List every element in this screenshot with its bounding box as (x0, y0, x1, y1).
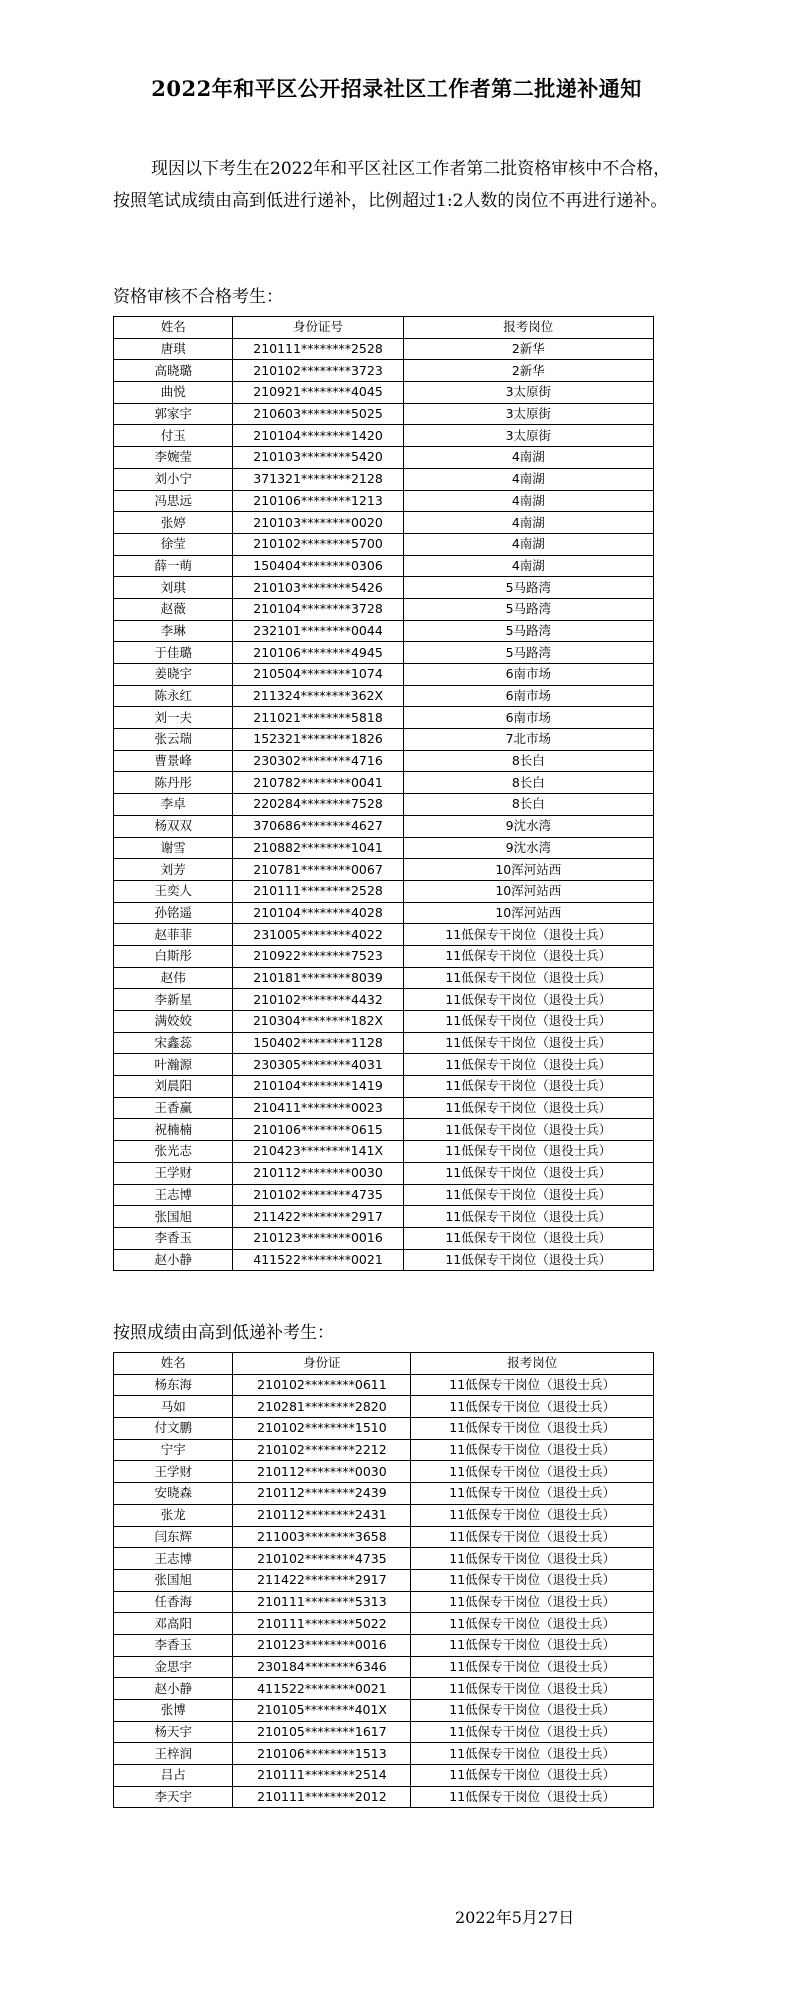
cell-id-number: 210103********0020 (233, 512, 403, 534)
cell-id-number: 210304********182X (233, 1011, 403, 1033)
cell-name: 付文鹏 (114, 1418, 233, 1440)
cell-name: 刘琪 (114, 577, 233, 599)
table-row (114, 1526, 654, 1548)
cell-name: 李天宇 (114, 1786, 233, 1808)
cell-id-number: 150404********0306 (233, 555, 403, 577)
table-row (114, 533, 654, 555)
cell-id-number: 411522********0021 (233, 1249, 403, 1271)
table-row (114, 598, 654, 620)
cell-position: 11低保专干岗位（退役士兵） (411, 1418, 654, 1440)
cell-position: 11低保专干岗位（退役士兵） (403, 1032, 653, 1054)
cell-name: 王学财 (114, 1162, 233, 1184)
cell-name: 赵菲菲 (114, 924, 233, 946)
cell-position: 11低保专干岗位（退役士兵） (411, 1374, 654, 1396)
cell-name: 白斯彤 (114, 945, 233, 967)
cell-id-number: 210281********2820 (233, 1396, 411, 1418)
cell-name: 满姣姣 (114, 1011, 233, 1033)
cell-position: 10浑河站西 (403, 859, 653, 881)
table-header-row (114, 1353, 654, 1375)
table-row (114, 794, 654, 816)
cell-id-number: 210112********2431 (233, 1504, 411, 1526)
cell-id-number: 210105********401X (233, 1700, 411, 1722)
cell-position: 8长白 (403, 772, 653, 794)
cell-position: 8长白 (403, 750, 653, 772)
cell-name: 张龙 (114, 1504, 233, 1526)
table-row (114, 1249, 654, 1271)
table-row (114, 1786, 654, 1808)
cell-id-number: 210106********4945 (233, 642, 403, 664)
table-row (114, 1227, 654, 1249)
cell-position: 11低保专干岗位（退役士兵） (411, 1634, 654, 1656)
table-row (114, 1439, 654, 1461)
cell-position: 11低保专干岗位（退役士兵） (411, 1656, 654, 1678)
cell-position: 5马路湾 (403, 577, 653, 599)
cell-name: 薛一萌 (114, 555, 233, 577)
cell-name: 杨天宇 (114, 1721, 233, 1743)
cell-position: 10浑河站西 (403, 880, 653, 902)
cell-name: 李香玉 (114, 1634, 233, 1656)
cell-id-number: 210104********4028 (233, 902, 403, 924)
table-row (114, 555, 654, 577)
cell-id-number: 210111********2528 (233, 880, 403, 902)
table-row (114, 1461, 654, 1483)
section1-label: 资格审核不合格考生： (113, 287, 283, 307)
cell-name: 刘小宁 (114, 468, 233, 490)
cell-name: 叶瀚源 (114, 1054, 233, 1076)
cell-name: 张光志 (114, 1141, 233, 1163)
cell-position: 5马路湾 (403, 642, 653, 664)
cell-position: 6南市场 (403, 685, 653, 707)
cell-position: 2新华 (403, 338, 653, 360)
table-row (114, 1374, 654, 1396)
cell-position: 6南市场 (403, 707, 653, 729)
table-row (114, 1569, 654, 1591)
table-row (114, 1162, 654, 1184)
cell-name: 宁宇 (114, 1439, 233, 1461)
cell-position: 9沈水湾 (403, 837, 653, 859)
cell-position: 11低保专干岗位（退役士兵） (411, 1569, 654, 1591)
cell-id-number: 210111********2528 (233, 338, 403, 360)
cell-name: 王梓润 (114, 1743, 233, 1765)
table-row (114, 1032, 654, 1054)
cell-position: 6南市场 (403, 664, 653, 686)
cell-position: 11低保专干岗位（退役士兵） (411, 1396, 654, 1418)
cell-name: 李婉莹 (114, 447, 233, 469)
cell-id-number: 210111********2012 (233, 1786, 411, 1808)
cell-id-number: 211422********2917 (233, 1569, 411, 1591)
cell-name: 陈永红 (114, 685, 233, 707)
cell-name: 曹景峰 (114, 750, 233, 772)
cell-position: 11低保专干岗位（退役士兵） (403, 1184, 653, 1206)
cell-name: 唐琪 (114, 338, 233, 360)
cell-id-number: 152321********1826 (233, 729, 403, 751)
cell-name: 李卓 (114, 794, 233, 816)
cell-id-number: 210111********5313 (233, 1591, 411, 1613)
table-row (114, 1141, 654, 1163)
replacement-candidates-table (113, 1352, 654, 1808)
cell-id-number: 210102********0611 (233, 1374, 411, 1396)
cell-id-number: 210102********4735 (233, 1548, 411, 1570)
table-row (114, 1743, 654, 1765)
table-row (114, 1765, 654, 1787)
table-row (114, 382, 654, 404)
table-row (114, 1396, 654, 1418)
header-name: 姓名 (114, 1353, 233, 1375)
cell-id-number: 210102********1510 (233, 1418, 411, 1440)
table-row (114, 360, 654, 382)
cell-position: 11低保专干岗位（退役士兵） (411, 1786, 654, 1808)
cell-position: 3太原街 (403, 403, 653, 425)
table-row (114, 1076, 654, 1098)
cell-id-number: 210922********7523 (233, 945, 403, 967)
cell-position: 11低保专干岗位（退役士兵） (411, 1613, 654, 1635)
cell-position: 9沈水湾 (403, 815, 653, 837)
cell-position: 4南湖 (403, 533, 653, 555)
table-row (114, 837, 654, 859)
cell-name: 张国旭 (114, 1569, 233, 1591)
cell-name: 王奕人 (114, 880, 233, 902)
cell-name: 金思宇 (114, 1656, 233, 1678)
table-row (114, 425, 654, 447)
cell-position: 11低保专干岗位（退役士兵） (403, 1141, 653, 1163)
cell-name: 张云瑞 (114, 729, 233, 751)
table-row (114, 1184, 654, 1206)
cell-id-number: 210105********1617 (233, 1721, 411, 1743)
table-row (114, 664, 654, 686)
cell-id-number: 211003********3658 (233, 1526, 411, 1548)
table-header-row (114, 317, 654, 339)
table-row (114, 1011, 654, 1033)
table-row (114, 1206, 654, 1228)
cell-id-number: 411522********0021 (233, 1678, 411, 1700)
cell-name: 闫东辉 (114, 1526, 233, 1548)
cell-name: 李新星 (114, 989, 233, 1011)
cell-position: 11低保专干岗位（退役士兵） (403, 989, 653, 1011)
cell-id-number: 230305********4031 (233, 1054, 403, 1076)
cell-name: 安晓森 (114, 1483, 233, 1505)
table-row (114, 1656, 654, 1678)
cell-position: 11低保专干岗位（退役士兵） (403, 1097, 653, 1119)
table-row (114, 403, 654, 425)
table-row (114, 620, 654, 642)
cell-id-number: 210106********0615 (233, 1119, 403, 1141)
cell-name: 赵小静 (114, 1678, 233, 1700)
cell-name: 谢雪 (114, 837, 233, 859)
cell-name: 赵伟 (114, 967, 233, 989)
cell-id-number: 370686********4627 (233, 815, 403, 837)
table-row (114, 967, 654, 989)
cell-position: 2新华 (403, 360, 653, 382)
cell-position: 4南湖 (403, 447, 653, 469)
section2-label: 按照成绩由高到低递补考生： (113, 1323, 334, 1343)
table-row (114, 1591, 654, 1613)
table-row (114, 1418, 654, 1440)
table-row (114, 642, 654, 664)
cell-id-number: 210104********3728 (233, 598, 403, 620)
table-row (114, 338, 654, 360)
cell-name: 张婷 (114, 512, 233, 534)
cell-id-number: 231005********4022 (233, 924, 403, 946)
cell-name: 刘芳 (114, 859, 233, 881)
cell-id-number: 210423********141X (233, 1141, 403, 1163)
table-row (114, 772, 654, 794)
cell-name: 姜晓宇 (114, 664, 233, 686)
cell-position: 3太原街 (403, 382, 653, 404)
cell-id-number: 210112********2439 (233, 1483, 411, 1505)
cell-id-number: 210111********5022 (233, 1613, 411, 1635)
cell-id-number: 371321********2128 (233, 468, 403, 490)
cell-name: 赵薇 (114, 598, 233, 620)
cell-position: 10浑河站西 (403, 902, 653, 924)
cell-id-number: 210123********0016 (233, 1227, 403, 1249)
table-row (114, 707, 654, 729)
cell-name: 刘一夫 (114, 707, 233, 729)
cell-id-number: 210103********5426 (233, 577, 403, 599)
table-row (114, 902, 654, 924)
cell-position: 11低保专干岗位（退役士兵） (403, 1119, 653, 1141)
table-row (114, 577, 654, 599)
cell-id-number: 230302********4716 (233, 750, 403, 772)
cell-position: 11低保专干岗位（退役士兵） (403, 1249, 653, 1271)
cell-id-number: 210102********3723 (233, 360, 403, 382)
cell-position: 11低保专干岗位（退役士兵） (411, 1743, 654, 1765)
cell-id-number: 210102********4432 (233, 989, 403, 1011)
cell-name: 冯思远 (114, 490, 233, 512)
cell-id-number: 230184********6346 (233, 1656, 411, 1678)
cell-position: 4南湖 (403, 555, 653, 577)
cell-position: 11低保专干岗位（退役士兵） (403, 1076, 653, 1098)
document-title: 2022年和平区公开招录社区工作者第二批递补通知 (151, 76, 642, 101)
cell-id-number: 210102********2212 (233, 1439, 411, 1461)
cell-position: 3太原街 (403, 425, 653, 447)
cell-name: 王志博 (114, 1548, 233, 1570)
cell-position: 4南湖 (403, 512, 653, 534)
table-row (114, 1054, 654, 1076)
cell-position: 11低保专干岗位（退役士兵） (403, 1206, 653, 1228)
cell-position: 11低保专干岗位（退役士兵） (411, 1548, 654, 1570)
cell-position: 11低保专干岗位（退役士兵） (403, 967, 653, 989)
cell-id-number: 210921********4045 (233, 382, 403, 404)
cell-id-number: 211324********362X (233, 685, 403, 707)
table-row (114, 880, 654, 902)
cell-position: 11低保专干岗位（退役士兵） (403, 1162, 653, 1184)
table-row (114, 1678, 654, 1700)
cell-position: 4南湖 (403, 468, 653, 490)
cell-position: 11低保专干岗位（退役士兵） (403, 1054, 653, 1076)
cell-name: 曲悦 (114, 382, 233, 404)
table-row (114, 1721, 654, 1743)
cell-id-number: 210782********0041 (233, 772, 403, 794)
header-position: 报考岗位 (411, 1353, 654, 1375)
header-id-number: 身份证 (233, 1353, 411, 1375)
table-row (114, 729, 654, 751)
cell-id-number: 232101********0044 (233, 620, 403, 642)
table-row (114, 1483, 654, 1505)
cell-position: 4南湖 (403, 490, 653, 512)
table-row (114, 859, 654, 881)
cell-position: 11低保专干岗位（退役士兵） (411, 1591, 654, 1613)
cell-name: 邓高阳 (114, 1613, 233, 1635)
cell-name: 张国旭 (114, 1206, 233, 1228)
footer-date: 2022年5月27日 (455, 1908, 575, 1927)
cell-id-number: 210102********4735 (233, 1184, 403, 1206)
table-row (114, 945, 654, 967)
cell-name: 赵小静 (114, 1249, 233, 1271)
header-id-number: 身份证号 (233, 317, 403, 339)
cell-position: 11低保专干岗位（退役士兵） (411, 1483, 654, 1505)
cell-position: 11低保专干岗位（退役士兵） (411, 1461, 654, 1483)
cell-position: 11低保专干岗位（退役士兵） (403, 1227, 653, 1249)
cell-position: 11低保专干岗位（退役士兵） (411, 1504, 654, 1526)
header-name: 姓名 (114, 317, 233, 339)
cell-id-number: 210106********1513 (233, 1743, 411, 1765)
table-row (114, 447, 654, 469)
cell-name: 马如 (114, 1396, 233, 1418)
table-row (114, 989, 654, 1011)
cell-id-number: 210112********0030 (233, 1461, 411, 1483)
cell-id-number: 210504********1074 (233, 664, 403, 686)
table-row (114, 815, 654, 837)
cell-name: 刘晨阳 (114, 1076, 233, 1098)
cell-name: 杨双双 (114, 815, 233, 837)
table-row (114, 685, 654, 707)
table-row (114, 924, 654, 946)
cell-id-number: 220284********7528 (233, 794, 403, 816)
cell-position: 11低保专干岗位（退役士兵） (403, 945, 653, 967)
cell-name: 任香海 (114, 1591, 233, 1613)
cell-position: 5马路湾 (403, 620, 653, 642)
cell-name: 王学财 (114, 1461, 233, 1483)
table-row (114, 750, 654, 772)
cell-position: 11低保专干岗位（退役士兵） (411, 1721, 654, 1743)
table-row (114, 1548, 654, 1570)
unqualified-candidates-table (113, 316, 654, 1271)
cell-id-number: 210882********1041 (233, 837, 403, 859)
cell-id-number: 210111********2514 (233, 1765, 411, 1787)
cell-id-number: 211021********5818 (233, 707, 403, 729)
cell-id-number: 210781********0067 (233, 859, 403, 881)
cell-id-number: 210112********0030 (233, 1162, 403, 1184)
table-row (114, 468, 654, 490)
cell-id-number: 210411********0023 (233, 1097, 403, 1119)
cell-name: 王志博 (114, 1184, 233, 1206)
table-row (114, 1504, 654, 1526)
cell-name: 李琳 (114, 620, 233, 642)
cell-position: 11低保专干岗位（退役士兵） (411, 1526, 654, 1548)
cell-id-number: 210104********1420 (233, 425, 403, 447)
cell-name: 祝楠楠 (114, 1119, 233, 1141)
cell-name: 王香赢 (114, 1097, 233, 1119)
table-row (114, 512, 654, 534)
cell-name: 付玉 (114, 425, 233, 447)
cell-id-number: 210123********0016 (233, 1634, 411, 1656)
cell-id-number: 211422********2917 (233, 1206, 403, 1228)
cell-position: 5马路湾 (403, 598, 653, 620)
cell-id-number: 210603********5025 (233, 403, 403, 425)
cell-position: 11低保专干岗位（退役士兵） (411, 1700, 654, 1722)
cell-name: 张博 (114, 1700, 233, 1722)
cell-name: 杨东海 (114, 1374, 233, 1396)
table-row (114, 1700, 654, 1722)
table-row (114, 1613, 654, 1635)
cell-name: 陈丹彤 (114, 772, 233, 794)
cell-id-number: 210102********5700 (233, 533, 403, 555)
cell-id-number: 150402********1128 (233, 1032, 403, 1054)
cell-name: 郭家宇 (114, 403, 233, 425)
cell-position: 11低保专干岗位（退役士兵） (411, 1678, 654, 1700)
cell-id-number: 210104********1419 (233, 1076, 403, 1098)
table-row (114, 490, 654, 512)
cell-position: 11低保专干岗位（退役士兵） (403, 924, 653, 946)
table-row (114, 1119, 654, 1141)
cell-position: 11低保专干岗位（退役士兵） (411, 1439, 654, 1461)
cell-name: 李香玉 (114, 1227, 233, 1249)
header-position: 报考岗位 (403, 317, 653, 339)
cell-position: 8长白 (403, 794, 653, 816)
cell-name: 高晓璐 (114, 360, 233, 382)
cell-name: 宋鑫蕊 (114, 1032, 233, 1054)
cell-position: 11低保专干岗位（退役士兵） (403, 1011, 653, 1033)
cell-name: 吕占 (114, 1765, 233, 1787)
cell-name: 徐莹 (114, 533, 233, 555)
table-row (114, 1097, 654, 1119)
cell-id-number: 210106********1213 (233, 490, 403, 512)
cell-name: 于佳璐 (114, 642, 233, 664)
table-row (114, 1634, 654, 1656)
cell-position: 11低保专干岗位（退役士兵） (411, 1765, 654, 1787)
cell-position: 7北市场 (403, 729, 653, 751)
cell-id-number: 210181********8039 (233, 967, 403, 989)
cell-name: 孙铭遥 (114, 902, 233, 924)
notice-paragraph: 现因以下考生在2022年和平区社区工作者第二批资格审核中不合格，按照笔试成绩由高到低进行递补，比例超过1:2人数的岗位不再进行递补。 (113, 159, 671, 211)
cell-id-number: 210103********5420 (233, 447, 403, 469)
